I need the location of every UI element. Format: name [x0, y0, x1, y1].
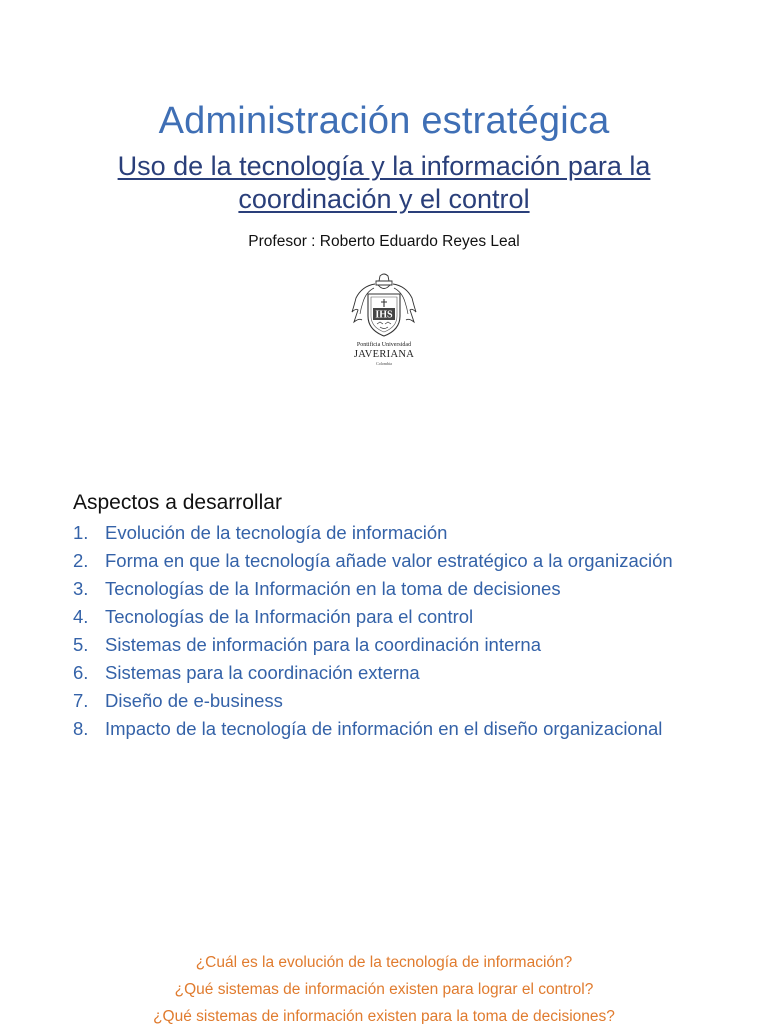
- list-item-number: 8.: [73, 718, 89, 739]
- aspects-list: [73, 523, 693, 747]
- professor-name: Profesor : Roberto Eduardo Reyes Leal: [248, 233, 520, 250]
- list-item: [73, 551, 693, 571]
- list-item: [73, 635, 693, 655]
- guiding-questions: [0, 949, 768, 1024]
- list-item-number: 6.: [73, 662, 89, 683]
- logo-line-2: JAVERIANA: [353, 349, 415, 360]
- university-crest-icon: [344, 272, 424, 342]
- logo-line-1: Pontificia Universidad: [356, 342, 412, 348]
- list-item-text: Sistemas para la coordinación externa: [105, 662, 420, 683]
- list-item-number: 7.: [73, 690, 89, 711]
- page-title: Administración estratégica: [158, 100, 610, 142]
- list-item-text: Evolución de la tecnología de información: [105, 522, 448, 543]
- list-item-number: 1.: [73, 522, 89, 543]
- list-item: [73, 579, 693, 599]
- list-item: [73, 691, 693, 711]
- list-item-number: 2.: [73, 550, 89, 571]
- logo-line-3: Colombia: [376, 361, 392, 366]
- list-item-text: Sistemas de información para la coordinación interna: [105, 634, 542, 655]
- question-text: ¿Cuál es la evolución de la tecnología de información?: [195, 954, 573, 971]
- question-text: ¿Qué sistemas de información existen para lograr el control?: [174, 981, 594, 998]
- list-item: [73, 719, 693, 739]
- question-text: ¿Qué sistemas de información existen para la toma de decisiones?: [153, 1008, 615, 1024]
- list-item: [73, 663, 693, 683]
- list-item: [73, 607, 693, 627]
- list-item-number: 3.: [73, 578, 89, 599]
- section-heading: Aspectos a desarrollar: [73, 491, 282, 514]
- list-item: [73, 523, 693, 543]
- svg-text:IHS: IHS: [375, 309, 393, 321]
- list-item-text: Forma en que la tecnología añade valor estratégico a la organización: [105, 550, 673, 571]
- list-item-text: Tecnologías de la Información en la toma de decisiones: [105, 578, 561, 599]
- page-subtitle: Uso de la tecnología y la información para la coordinación y el control: [117, 151, 651, 214]
- list-item-text: Tecnologías de la Información para el control: [105, 606, 474, 627]
- list-item-text: Impacto de la tecnología de información en el diseño organizacional: [105, 718, 663, 739]
- list-item-number: 5.: [73, 634, 89, 655]
- university-logo: [344, 272, 424, 368]
- list-item-text: Diseño de e-business: [105, 690, 283, 711]
- list-item-number: 4.: [73, 606, 89, 627]
